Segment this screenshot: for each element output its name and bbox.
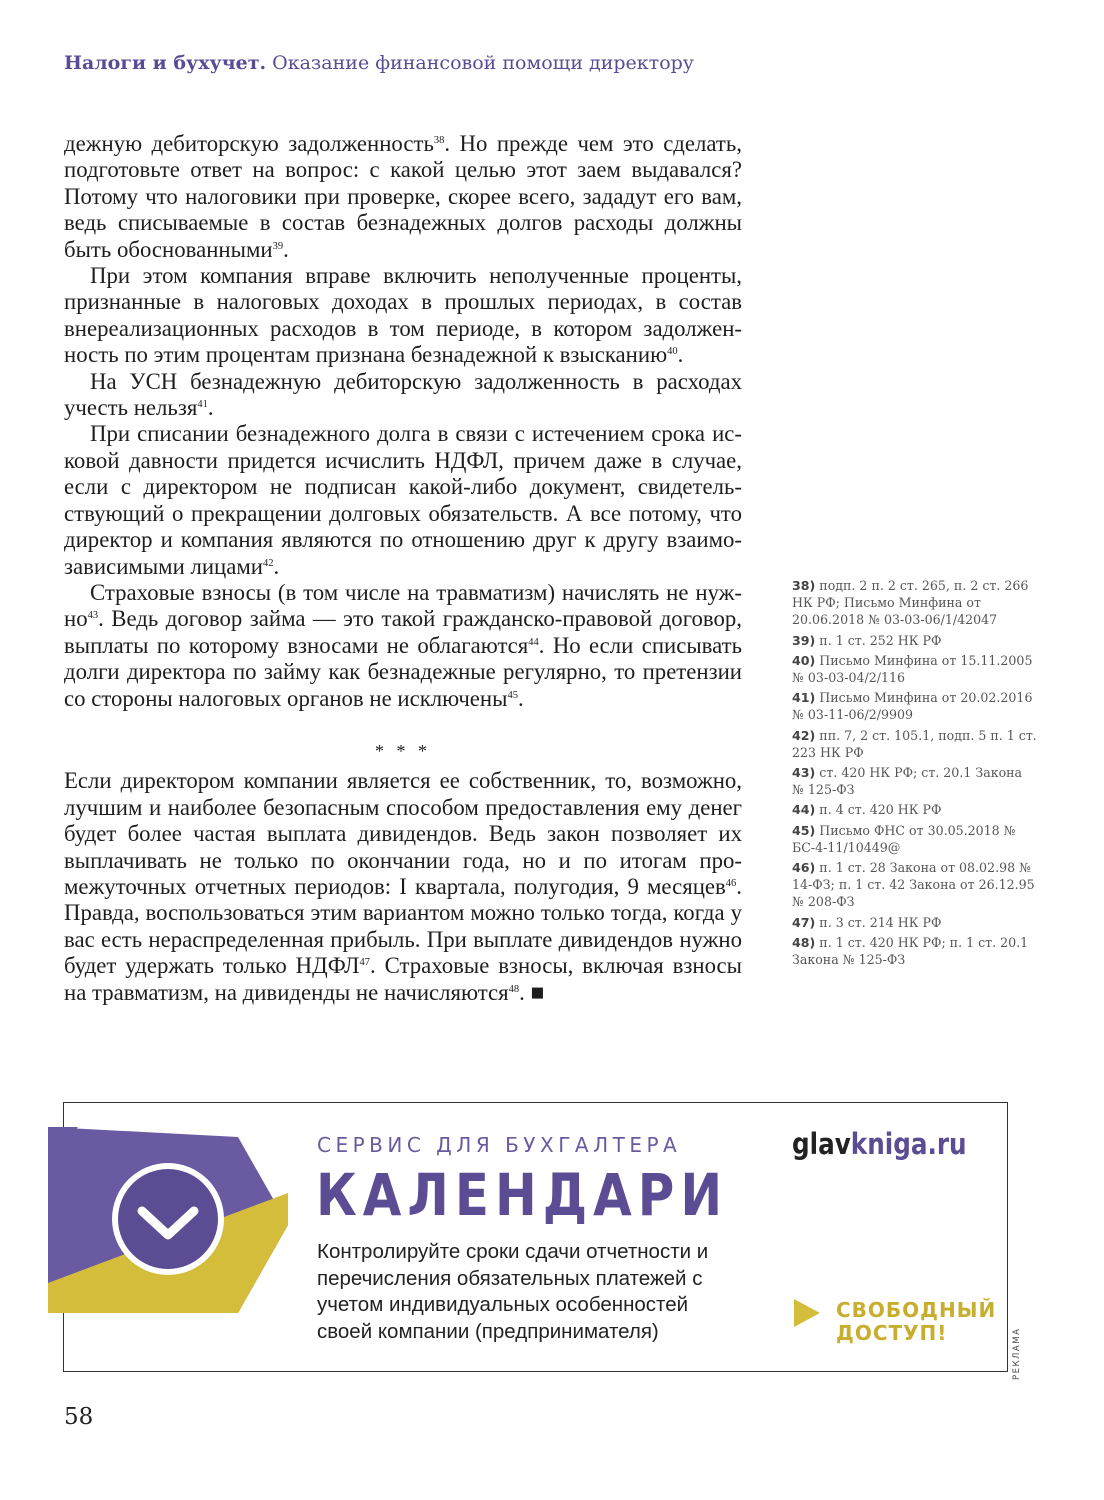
- footnote: 44) п. 4 ст. 420 НК РФ: [792, 802, 942, 818]
- page-number: 58: [64, 1404, 94, 1430]
- paragraph: На УСН безнадежную дебиторскую задолженность в расходах учесть нельзя$^{41}$.: [64, 368, 742, 421]
- header-title: Оказание финансовой помощи директору: [272, 52, 694, 74]
- play-arrow-icon: [792, 1297, 822, 1329]
- footnote: 46) п. 1 ст. 28 Закона от 08.02.98 № 14-ФЗ; п. 1 ст. 42 Закона от 26.12.95 № 208-ФЗ: [792, 860, 1035, 910]
- footnote-ref[interactable]: 38: [433, 135, 445, 146]
- footnote-ref[interactable]: 44: [528, 636, 539, 648]
- footnote: 42) пп. 7, 2 ст. 105.1, подп. 5 п. 1 ст. 223 НК РФ: [792, 727, 1037, 760]
- section-name: Налоги и бухучет.: [64, 52, 267, 74]
- footnote-ref[interactable]: 41: [197, 399, 208, 411]
- badge-circle: [118, 1169, 218, 1269]
- footnote: 48) п. 1 ст. 420 НК РФ; п. 1 ст. 20.1 Закона № 125-ФЗ: [792, 934, 1029, 968]
- footnote: 39) п. 1 ст. 252 НК РФ: [792, 632, 942, 648]
- footnote-ref[interactable]: 43: [87, 610, 99, 622]
- paragraph: дежную дебиторскую задолженность$^{38}$. Но прежде чем это сделать, подготовьте ответ на вопрос: с какой целью этот заем выдавался? Потому что налоговики при проверке, скорее всего, зададут его вам, ведь списываемые в состав безнадежных долгов расходы должны быть обоснованными$^{39}$.: [64, 131, 742, 262]
- paragraph: При списании безнадежного долга в связи с истечением срока исковой давности придется исчислить НДФЛ, причем даже в случае, если с директором не подписан какой-либо документ, свидетельствующий о прекращении долговых обязательств. А все потому, что директор и компания являются по отношению друг к другу взаимозависимыми лицами$^{42}$.: [64, 421, 742, 579]
- footnote-ref[interactable]: 45: [507, 689, 518, 701]
- calendar-service-logo: [48, 1123, 288, 1323]
- footnote-ref[interactable]: 47: [359, 957, 370, 969]
- footnotes: [792, 577, 1037, 971]
- footnote: 40) Письмо Минфина от 15.11.2005 № 03-03-04/2/116: [792, 652, 1033, 686]
- running-header: [64, 52, 694, 74]
- article-body: [64, 131, 742, 1006]
- footnote: 41) Письмо Минфина от 20.02.2016 № 03-11-06/2/9909: [792, 690, 1033, 723]
- ad-title: КАЛЕНДАРИ: [316, 1161, 729, 1229]
- ad-subtitle: СЕРВИС ДЛЯ БУХГАЛТЕРА: [317, 1133, 682, 1157]
- footnote-ref[interactable]: 39: [272, 240, 284, 252]
- ad-description: Контролируйте сроки сдачи отчетности и перечисления обязательных платежей с учетом индивидуальных особенностей своей компании (предпринимателя): [317, 1240, 709, 1343]
- paragraph: Если директором компании является ее собственник, то, возможно, лучшим и наиболее безопасным способом предоставления ему денег будет более частая выплата дивидендов. Ведь закон позволяет их выплачивать не только по окончании года, но и по итогам промежуточных отчетных периодов: I квартала, полугодия, 9 месяцев$^{46}$. Правда, воспользоваться этим вариантом можно только тогда, когда у вас есть нераспределенная прибыль. При выплате дивидендов нужно будет удержать только НДФЛ$^{47}$. Страховые взносы, включая взносы на травматизм, на дивиденды не начисляются$^{48}$. ■: [64, 768, 742, 1005]
- site-link[interactable]: glavkniga.ru: [792, 1127, 967, 1161]
- section-divider: * * *: [375, 740, 431, 761]
- footnote: 43) ст. 420 НК РФ; ст. 20.1 Закона № 125-ФЗ: [792, 765, 1023, 798]
- footnote: 47) п. 3 ст. 214 НК РФ: [792, 914, 942, 930]
- ad-label: РЕКЛАМА: [1012, 1327, 1022, 1380]
- footnote-ref[interactable]: 46: [725, 877, 737, 889]
- paragraph: При этом компания вправе включить неполученные проценты, признанные в налоговых доходах в прошлых периодах, в состав внереализационных расходов в том периоде, в котором задолженность по этим процентам признана безнадежной к взысканию$^{40}$.: [64, 263, 742, 368]
- footnote: 38) подп. 2 п. 2 ст. 265, п. 2 ст. 266 НК РФ; Письмо Минфина от 20.06.2018 № 03-03-06/1/42047: [792, 578, 1029, 628]
- footnote-ref[interactable]: 40: [667, 346, 678, 358]
- free-access-cta[interactable]: СВОБОДНЫЙ ДОСТУП!: [836, 1298, 997, 1345]
- footnote: 45) Письмо ФНС от 30.05.2018 № БС-4-11/10449@: [792, 822, 1016, 855]
- footnote-ref[interactable]: 48: [508, 983, 520, 995]
- paragraph: Страховые взносы (в том числе на травматизм) начислять не нужно$^{43}$. Ведь договор займа — это такой гражданско-правовой договор, выплаты по которому взносами не облагаются$^{44}$. Но если списывать долги директора по займу как безнадежные регулярно, то претензии со стороны налоговых органов не исключены$^{45}$.: [64, 579, 743, 711]
- footnote-ref[interactable]: 42: [263, 557, 274, 569]
- advertisement-banner[interactable]: [63, 1102, 1008, 1372]
